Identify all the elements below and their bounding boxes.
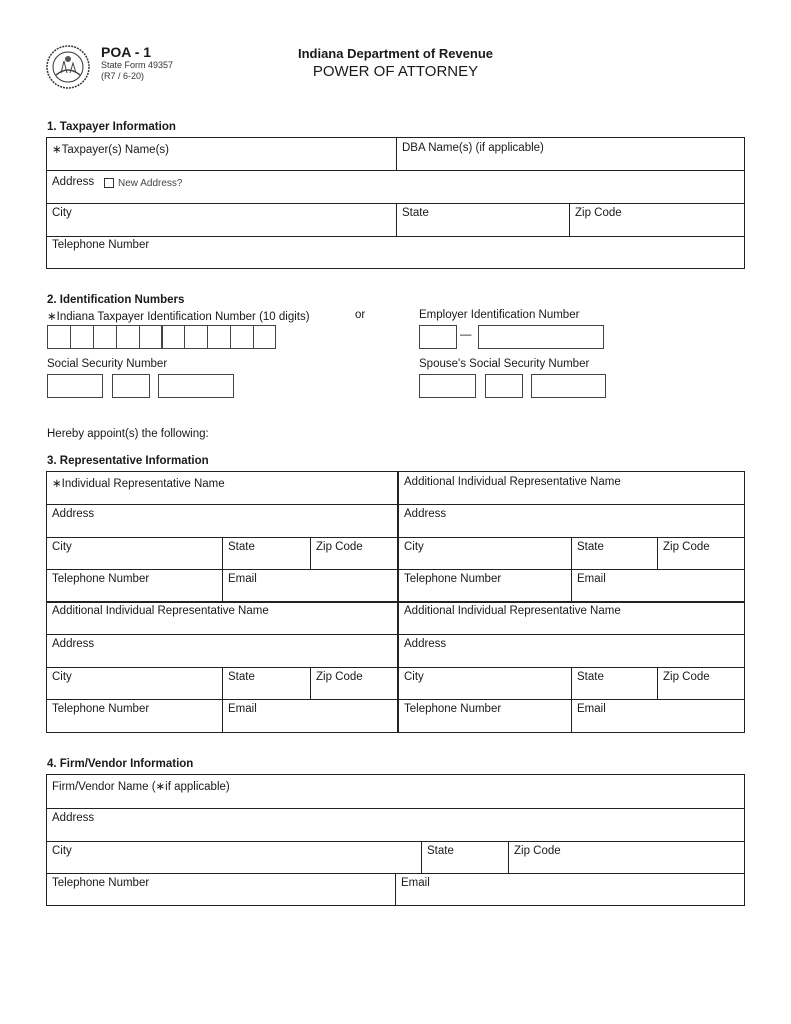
firm-email-field[interactable]: Email xyxy=(401,877,430,889)
taxpayer-name-field[interactable]: ∗Taxpayer(s) Name(s) xyxy=(52,144,169,156)
rep-4-email-field[interactable]: Email xyxy=(577,703,606,715)
rep-1-state-field[interactable]: State xyxy=(228,541,255,553)
dba-name-field[interactable]: DBA Name(s) (if applicable) xyxy=(402,142,544,154)
or-label: or xyxy=(355,309,366,321)
rep-4-state-field[interactable]: State xyxy=(577,671,604,683)
spouse-ssn-group-box[interactable] xyxy=(485,374,523,398)
rep-4-zip-field[interactable]: Zip Code xyxy=(663,671,710,683)
rep-1-name-field[interactable]: ∗Individual Representative Name xyxy=(52,478,225,490)
ssn-area-box[interactable] xyxy=(47,374,103,398)
new-address-label: New Address? xyxy=(118,178,183,189)
firm-state-field[interactable]: State xyxy=(427,845,454,857)
rep-2-email-field[interactable]: Email xyxy=(577,573,606,585)
rep-3-name-field[interactable]: Additional Individual Representative Name xyxy=(52,605,269,617)
itin-digit-box[interactable] xyxy=(253,325,276,349)
rep-2-zip-field[interactable]: Zip Code xyxy=(663,541,710,553)
rep-3-zip-field[interactable]: Zip Code xyxy=(316,671,363,683)
section-2-heading: 2. Identification Numbers xyxy=(47,294,185,306)
itin-digit-box[interactable] xyxy=(207,325,231,349)
new-address-checkbox[interactable] xyxy=(104,178,114,188)
itin-digit-box[interactable] xyxy=(162,325,186,349)
spouse-ssn-area-box[interactable] xyxy=(419,374,476,398)
rep-1-zip-field[interactable]: Zip Code xyxy=(316,541,363,553)
itin-label: ∗Indiana Taxpayer Identification Number (10 digits) xyxy=(47,311,310,323)
ein-label: Employer Identification Number xyxy=(419,309,580,321)
ssn-serial-box[interactable] xyxy=(158,374,234,398)
rep-3-state-field[interactable]: State xyxy=(228,671,255,683)
itin-digit-box[interactable] xyxy=(70,325,94,349)
rep-1-city-field[interactable]: City xyxy=(52,541,72,553)
rep-3-address-field[interactable]: Address xyxy=(52,638,95,650)
ein-dash: — xyxy=(460,329,472,341)
firm-zip-field[interactable]: Zip Code xyxy=(514,845,561,857)
ssn-group-box[interactable] xyxy=(112,374,150,398)
rep-3-city-field[interactable]: City xyxy=(52,671,72,683)
firm-city-field[interactable]: City xyxy=(52,845,72,857)
rep-4-city-field[interactable]: City xyxy=(404,671,424,683)
form-id: POA - 1 xyxy=(101,44,152,60)
taxpayer-city-field[interactable]: City xyxy=(52,207,72,219)
itin-digit-box[interactable] xyxy=(230,325,254,349)
rep-1-email-field[interactable]: Email xyxy=(228,573,257,585)
rep-1-telephone-field[interactable]: Telephone Number xyxy=(52,573,150,585)
taxpayer-address-field[interactable]: Address xyxy=(52,176,95,188)
rep-4-telephone-field[interactable]: Telephone Number xyxy=(404,703,502,715)
firm-address-field[interactable]: Address xyxy=(52,812,95,824)
spouse-ssn-label: Spouse's Social Security Number xyxy=(419,358,590,370)
rep-4-name-field[interactable]: Additional Individual Representative Name xyxy=(404,605,621,617)
section-1-heading: 1. Taxpayer Information xyxy=(47,121,176,133)
taxpayer-telephone-field[interactable]: Telephone Number xyxy=(52,239,150,251)
rep-1-address-field[interactable]: Address xyxy=(52,508,95,520)
taxpayer-state-field[interactable]: State xyxy=(402,207,429,219)
rep-2-city-field[interactable]: City xyxy=(404,541,424,553)
rep-3-email-field[interactable]: Email xyxy=(228,703,257,715)
itin-digit-box[interactable] xyxy=(139,325,163,349)
spouse-ssn-serial-box[interactable] xyxy=(531,374,606,398)
itin-digit-box[interactable] xyxy=(93,325,117,349)
rep-4-address-field[interactable]: Address xyxy=(404,638,447,650)
form-revision: (R7 / 6-20) xyxy=(101,71,145,81)
rep-3-telephone-field[interactable]: Telephone Number xyxy=(52,703,150,715)
firm-name-field[interactable]: Firm/Vendor Name (∗if applicable) xyxy=(52,781,230,793)
section-4-heading: 4. Firm/Vendor Information xyxy=(47,758,194,770)
ein-prefix-box[interactable] xyxy=(419,325,457,349)
taxpayer-zip-field[interactable]: Zip Code xyxy=(575,207,622,219)
section-3-heading: 3. Representative Information xyxy=(47,455,209,467)
rep-2-state-field[interactable]: State xyxy=(577,541,604,553)
itin-digit-box[interactable] xyxy=(47,325,71,349)
itin-digit-box[interactable] xyxy=(116,325,140,349)
agency-name: Indiana Department of Revenue xyxy=(297,46,494,61)
ein-suffix-box[interactable] xyxy=(478,325,604,349)
firm-telephone-field[interactable]: Telephone Number xyxy=(52,877,150,889)
page-title: POWER OF ATTORNEY xyxy=(312,63,479,80)
ssn-label: Social Security Number xyxy=(47,358,168,370)
itin-digit-boxes[interactable] xyxy=(47,325,276,349)
rep-2-address-field[interactable]: Address xyxy=(404,508,447,520)
state-form-number: State Form 49357 xyxy=(101,60,174,70)
rep-2-name-field[interactable]: Additional Individual Representative Name xyxy=(404,476,621,488)
itin-digit-box[interactable] xyxy=(184,325,208,349)
rep-2-telephone-field[interactable]: Telephone Number xyxy=(404,573,502,585)
appoint-text: Hereby appoint(s) the following: xyxy=(47,428,209,440)
